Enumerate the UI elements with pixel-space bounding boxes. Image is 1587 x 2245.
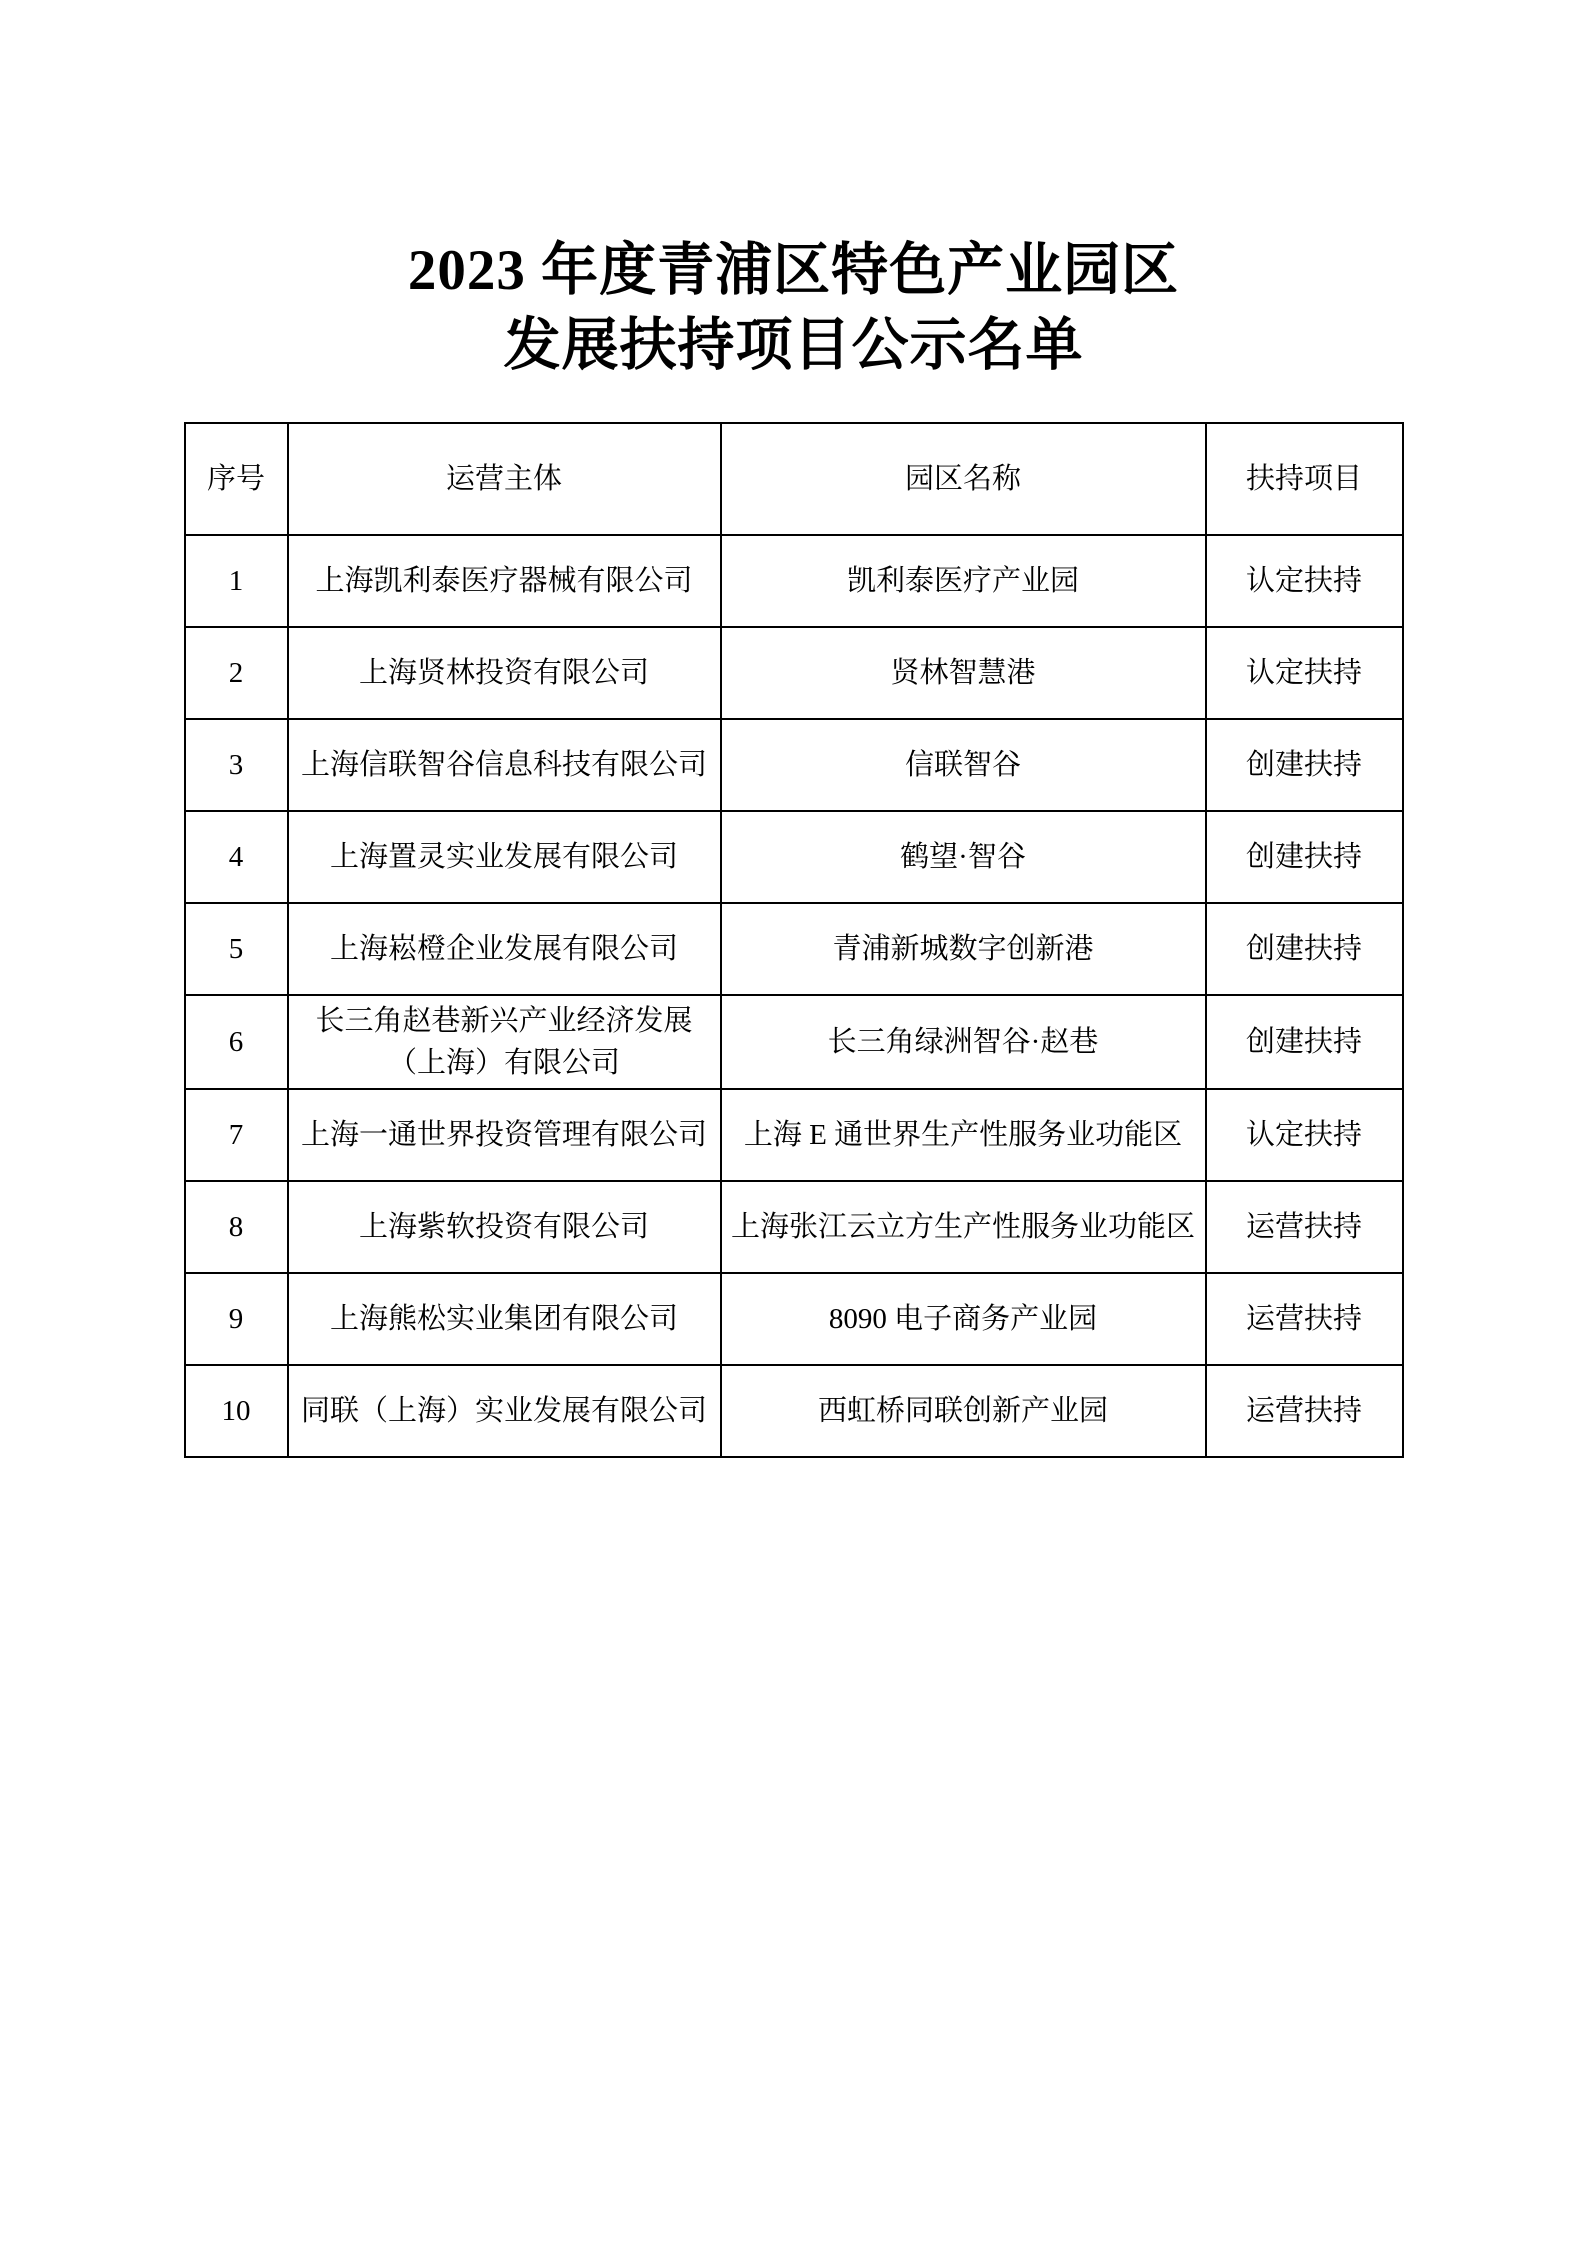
table-row xyxy=(185,903,1403,995)
cell-park: 上海张江云立方生产性服务业功能区 xyxy=(721,1181,1206,1273)
cell-park: 信联智谷 xyxy=(721,719,1206,811)
cell-support: 运营扶持 xyxy=(1206,1181,1403,1273)
cell-support: 认定扶持 xyxy=(1206,1089,1403,1181)
cell-no: 5 xyxy=(185,903,288,995)
cell-operator: 上海一通世界投资管理有限公司 xyxy=(288,1089,721,1181)
support-projects-table xyxy=(184,422,1404,1458)
cell-operator: 同联（上海）实业发展有限公司 xyxy=(288,1365,721,1457)
cell-no: 8 xyxy=(185,1181,288,1273)
cell-no: 2 xyxy=(185,627,288,719)
cell-park: 8090 电子商务产业园 xyxy=(721,1273,1206,1365)
cell-support: 认定扶持 xyxy=(1206,627,1403,719)
cell-operator: 上海置灵实业发展有限公司 xyxy=(288,811,721,903)
table-header-row xyxy=(185,423,1403,535)
cell-support: 认定扶持 xyxy=(1206,535,1403,627)
table-row xyxy=(185,1365,1403,1457)
page-title xyxy=(0,234,1587,383)
cell-park: 青浦新城数字创新港 xyxy=(721,903,1206,995)
cell-park: 凯利泰医疗产业园 xyxy=(721,535,1206,627)
cell-park: 贤林智慧港 xyxy=(721,627,1206,719)
cell-support: 创建扶持 xyxy=(1206,903,1403,995)
column-header-support: 扶持项目 xyxy=(1206,423,1403,535)
cell-no: 7 xyxy=(185,1089,288,1181)
cell-operator: 上海熊松实业集团有限公司 xyxy=(288,1273,721,1365)
cell-no: 4 xyxy=(185,811,288,903)
table-row xyxy=(185,719,1403,811)
table-row xyxy=(185,535,1403,627)
column-header-park: 园区名称 xyxy=(721,423,1206,535)
cell-support: 运营扶持 xyxy=(1206,1365,1403,1457)
column-header-operator: 运营主体 xyxy=(288,423,721,535)
table-row xyxy=(185,811,1403,903)
cell-operator: 上海紫软投资有限公司 xyxy=(288,1181,721,1273)
cell-operator: 上海崧橙企业发展有限公司 xyxy=(288,903,721,995)
table-row xyxy=(185,1273,1403,1365)
cell-operator: 上海凯利泰医疗器械有限公司 xyxy=(288,535,721,627)
cell-park: 鹤望·智谷 xyxy=(721,811,1206,903)
cell-operator: 上海贤林投资有限公司 xyxy=(288,627,721,719)
table-row xyxy=(185,995,1403,1089)
cell-support: 创建扶持 xyxy=(1206,719,1403,811)
cell-park: 长三角绿洲智谷·赵巷 xyxy=(721,995,1206,1089)
cell-no: 6 xyxy=(185,995,288,1089)
cell-operator: 上海信联智谷信息科技有限公司 xyxy=(288,719,721,811)
table-row xyxy=(185,1181,1403,1273)
cell-support: 创建扶持 xyxy=(1206,995,1403,1089)
column-header-no: 序号 xyxy=(185,423,288,535)
page-title-line-2: 发展扶持项目公示名单 xyxy=(503,313,1084,377)
table-row xyxy=(185,627,1403,719)
cell-support: 运营扶持 xyxy=(1206,1273,1403,1365)
cell-support: 创建扶持 xyxy=(1206,811,1403,903)
cell-no: 10 xyxy=(185,1365,288,1457)
page-title-line-1: 2023 年度青浦区特色产业园区 xyxy=(407,239,1180,303)
cell-operator: 长三角赵巷新兴产业经济发展（上海）有限公司 xyxy=(288,995,721,1089)
cell-no: 1 xyxy=(185,535,288,627)
cell-no: 3 xyxy=(185,719,288,811)
table-body xyxy=(185,535,1403,1457)
cell-park: 上海 E 通世界生产性服务业功能区 xyxy=(721,1089,1206,1181)
cell-park: 西虹桥同联创新产业园 xyxy=(721,1365,1206,1457)
cell-no: 9 xyxy=(185,1273,288,1365)
table-row xyxy=(185,1089,1403,1181)
